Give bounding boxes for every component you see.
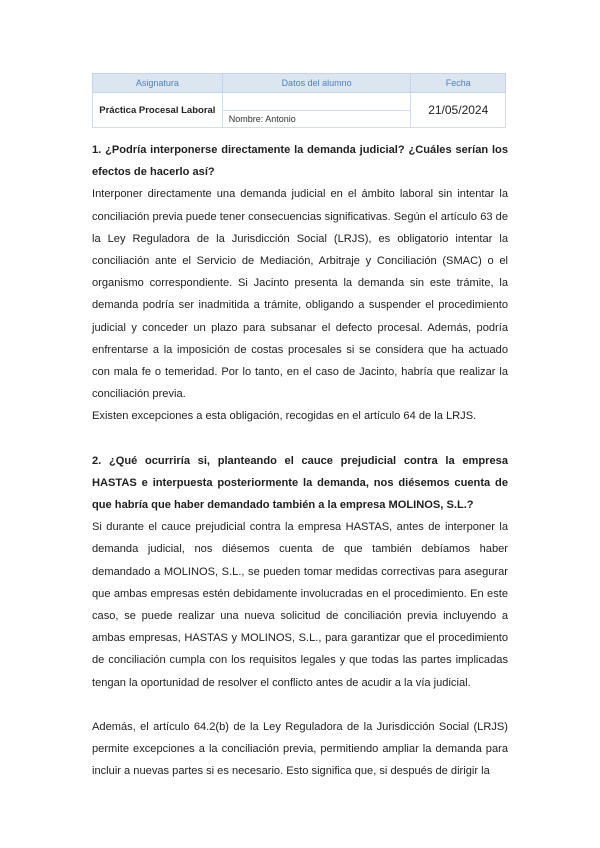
answer-1: Interponer directamente una demanda judicial en el ámbito laboral sin intentar la conciliación previa puede tener consecuencias significativas. Según el artículo 63 de la Ley Reguladora de la Jurisdicción Social (LRJS), es obligatorio intentar la conciliación ante el Servicio de Mediación, Arbitraje y Conciliación (SMAC) o el organismo correspondiente. Si Jacinto presenta la demanda sin este trámite, la demanda podría ser inadmitida a trámite, obligando a suspender el procedimiento judicial y conceder un plazo para subsanar el defecto procesal. Además, podría enfrentarse a la imposición de costas procesales si se considera que ha actuado con mala fe o temeridad. Por lo tanto, en el caso de Jacinto, habría que realizar la conciliación previa. [92,188,508,401]
subject-value: Práctica Procesal Laboral [93,93,223,128]
date-value: 21/05/2024 [411,93,506,128]
header-table [92,73,506,128]
header-date-label: Fecha [411,74,506,93]
document-body [92,139,508,782]
header-subject-label: Asignatura [93,74,223,93]
answer-2: Si durante el cauce prejudicial contra la empresa HASTAS, antes de interponer la demanda judicial, nos diésemos cuenta de que también debíamos haber demandado a MOLINOS, S.L., se pueden tomar medidas correctivas para asegurar que ambas empresas estén debidamente involucradas en el procedimiento. En este caso, se puede realizar una nueva solicitud de conciliación previa incluyendo a ambas empresas, HASTAS y MOLINOS, S.L., para garantizar que el procedimiento de conciliación cumpla con los requisitos legales y que todas las partes implicadas tengan la oportunidad de resolver el conflicto antes de acudir a la vía judicial. [92,521,508,689]
answer-2-continued: Además, el artículo 64.2(b) de la Ley Reguladora de la Jurisdicción Social (LRJS) permite excepciones a la conciliación previa, permitiendo ampliar la demanda para incluir a nuevas partes si es necesario. Esto significa que, si después de dirigir la [92,720,508,778]
question-1: 1. ¿Podría interponerse directamente la demanda judicial? ¿Cuáles serían los efectos de hacerlo así? [92,144,508,179]
header-student-label: Datos del alumno [222,74,411,93]
answer-1-exceptions: Existen excepciones a esta obligación, recogidas en el artículo 64 de la LRJS. [92,410,477,423]
student-cell [222,93,411,128]
student-name: Nombre: Antonio [228,114,296,124]
question-2: 2. ¿Qué ocurriría si, planteando el cauce prejudicial contra la empresa HASTAS e interpuesta posteriormente la demanda, nos diésemos cuenta de que habría que haber demandado también a la empresa MOLINOS, S.L.? [92,454,508,512]
